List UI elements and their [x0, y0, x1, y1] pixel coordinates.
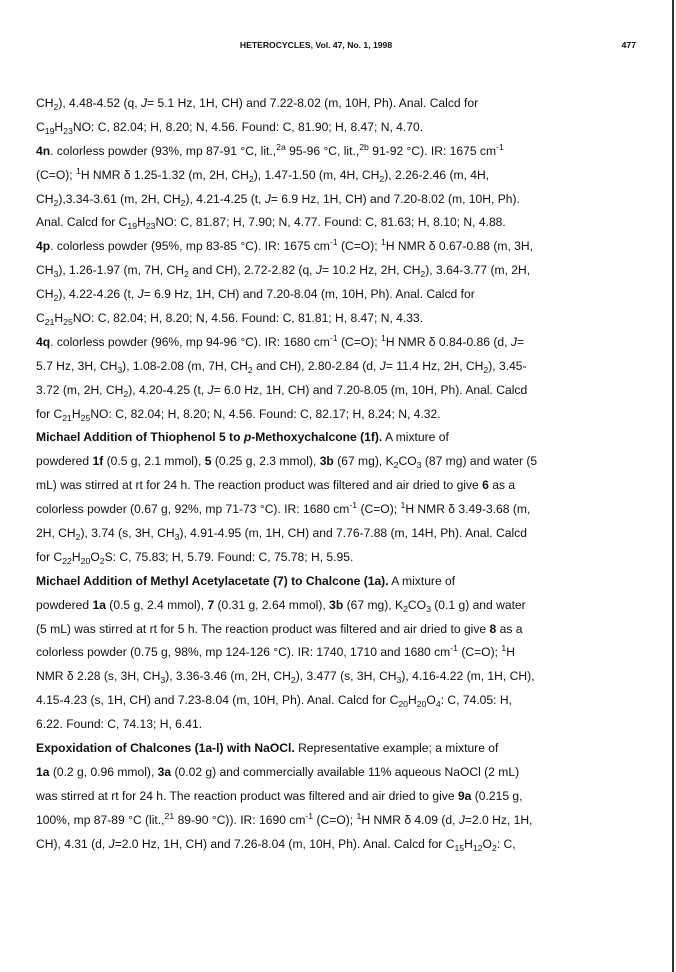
text-run: A mixture of [382, 430, 449, 445]
text-run-sup: 2a [276, 142, 286, 152]
text-line [36, 641, 642, 665]
text-line [36, 379, 642, 403]
text-run: (C=O); [313, 812, 357, 827]
text-run: CH), 4.31 (d, [36, 836, 109, 851]
text-run-sub: 22 [62, 555, 72, 566]
text-run: (0.5 g, 2.1 mmol), [103, 454, 205, 469]
text-run-i: J [379, 358, 386, 373]
text-run-sub: 2 [53, 293, 59, 304]
text-line [36, 761, 642, 785]
text-run-sub: 2 [53, 197, 59, 208]
text-run-i: J [108, 836, 115, 851]
text-run-sup: -1 [329, 333, 338, 344]
text-run: H NMR δ 0.84-0.86 (d, [385, 334, 511, 349]
text-run: ), 3.477 (s, 3H, CH [295, 669, 397, 684]
text-run: ), 2.26-2.46 (m, 4H, [384, 167, 490, 182]
text-run-b: 4n [36, 143, 51, 158]
text-run-sub: 3 [53, 269, 59, 280]
text-run: ),3.34-3.61 (m, 2H, CH [58, 191, 181, 206]
text-line [36, 498, 642, 522]
text-run-b: 4p [36, 239, 51, 254]
text-run: was stirred at rt for 24 h. The reaction product was filtered and air dried to give [36, 788, 458, 803]
text-run: ), 1.47-1.50 (m, 4H, CH [253, 167, 380, 182]
text-line [36, 92, 642, 116]
text-run: (67 mg), K [333, 454, 394, 469]
text-line [36, 307, 642, 331]
text-run: = [516, 334, 524, 349]
text-run: C [36, 119, 45, 134]
text-run: (C=O); [337, 334, 381, 349]
text-run-b: 3b [329, 597, 344, 612]
text-line [36, 331, 642, 355]
text-run-sub: 3 [160, 675, 166, 686]
text-run: 6.22. Found: C, 74.13; H, 6.41. [36, 717, 203, 732]
text-run-sub: 2 [248, 173, 254, 184]
text-run: (0.5 g, 2.4 mmol), [105, 597, 208, 612]
text-run-i: J [264, 191, 271, 206]
text-run: 3.72 (m, 2H, CH [36, 382, 124, 397]
text-run-sub: 2 [184, 269, 189, 280]
text-run: H NMR δ 1.25-1.32 (m, 2H, CH [80, 167, 249, 182]
text-run: A mixture of [388, 573, 456, 588]
text-run: H [408, 693, 417, 708]
text-line [36, 594, 642, 618]
text-run: (0.31 g, 2.64 mmol), [214, 597, 330, 612]
text-run: ), 4.21-4.25 (t, [185, 191, 265, 206]
text-run: (C=O); [36, 167, 76, 182]
text-run: H [137, 215, 146, 230]
text-run: as a [488, 478, 516, 493]
text-run-i: J [141, 96, 148, 110]
text-run: H NMR δ 3.49-3.68 (m, [405, 502, 531, 517]
text-run: (0.2 g, 0.96 mmol), [49, 764, 158, 779]
text-line [36, 665, 642, 689]
text-run: powdered [36, 597, 93, 612]
text-run: 5.7 Hz, 3H, CH [36, 358, 118, 373]
text-run-sub: 3 [426, 603, 431, 614]
page-border [672, 0, 674, 972]
text-run: =2.0 Hz, 1H, CH) and 7.26-8.04 (m, 10H, Ph). Anal. Calcd for C [114, 836, 455, 851]
text-line [36, 211, 642, 235]
text-run-sup: 1 [380, 237, 386, 248]
text-run: NO: C, 82.04; H, 8.20; N, 4.56. Found: C, 81.81; H, 8.47; N, 4.33. [72, 311, 424, 326]
text-line [36, 785, 642, 809]
text-run-sub: 3 [416, 460, 422, 471]
text-run: 2H, CH [36, 526, 76, 541]
text-run: (0.215 g, [471, 788, 523, 803]
text-run-i: J [510, 334, 517, 349]
text-run: (0.25 g, 2.3 mmol), [211, 454, 320, 469]
text-run-sub: 2 [290, 675, 296, 686]
text-line [36, 164, 642, 188]
text-run: (C=O); [357, 502, 401, 517]
text-run: colorless powder (0.75 g, 98%, mp 124-126 °C). IR: 1740, 1710 and 1680 cm [36, 645, 451, 660]
text-run: H NMR δ 4.09 (d, [361, 812, 459, 827]
text-run-sub: 2 [75, 532, 81, 543]
text-run-sup: 1 [380, 333, 386, 344]
text-line [36, 116, 642, 140]
text-run-b: 8 [489, 621, 497, 636]
text-run: Representative example; a mixture of [294, 741, 499, 756]
text-run: O [482, 836, 492, 851]
text-line [36, 618, 642, 642]
text-line [36, 713, 642, 737]
text-run: = 6.9 Hz, 1H, CH) and 7.20-8.02 (m, 10H, Ph). [270, 191, 520, 206]
text-run: 100%, mp 87-89 °C (lit., [36, 812, 165, 827]
text-run-b: 1a [36, 764, 50, 779]
text-run-sub: 2 [247, 364, 253, 375]
text-run-b: 7 [207, 597, 215, 612]
text-run: H [71, 406, 81, 421]
text-run-sub: 21 [44, 317, 55, 328]
text-run: H [71, 549, 81, 564]
text-run: . colorless powder (93%, mp 87-91 °C, lit., [50, 143, 277, 158]
text-run: 91-92 °C). IR: 1675 cm [368, 143, 497, 158]
text-line [36, 426, 642, 450]
page-number: 477 [621, 40, 636, 50]
text-run-sup: 2b [359, 142, 369, 152]
text-line [36, 235, 642, 259]
text-run: S: C, 75.83; H, 5.79. Found: C, 75.78; H, 5.95. [104, 549, 354, 564]
text-line [36, 737, 642, 761]
text-run: ), 1.08-2.08 (m, 7H, CH [122, 358, 248, 373]
text-run: : C, [496, 836, 516, 851]
text-run: H NMR δ 0.67-0.88 (m, 3H, [385, 239, 534, 254]
text-run-sub: 20 [80, 555, 91, 566]
text-run: CH [36, 96, 54, 110]
text-run-sub: 21 [62, 412, 72, 423]
text-run: H [54, 311, 64, 326]
text-run: (5 mL) was stirred at rt for 5 h. The reaction product was filtered and air dried to give [36, 621, 490, 636]
text-run: = 11.4 Hz, 2H, CH [385, 358, 484, 373]
text-run: ), 4.91-4.95 (m, 1H, CH) and 7.76-7.88 (m, 14H, Ph). Anal. Calcd [179, 526, 527, 541]
text-run: for C [36, 406, 63, 421]
text-run-sub: 2 [379, 173, 385, 184]
text-run: CO [398, 454, 417, 469]
running-header [36, 40, 636, 56]
journal-citation: HETEROCYCLES, Vol. 47, No. 1, 1998 [239, 40, 393, 50]
text-run-sup: 1 [400, 500, 406, 511]
text-run: powdered [36, 454, 93, 469]
text-run-sup: -1 [450, 643, 458, 654]
text-run: (C=O); [337, 239, 381, 254]
text-run: ), 3.64-3.77 (m, 2H, [425, 263, 531, 278]
text-run: CH [36, 287, 54, 302]
text-line [36, 355, 642, 379]
text-run: ), 3.36-3.46 (m, 2H, CH [165, 669, 291, 684]
text-run-sub: 23 [145, 221, 156, 232]
text-run-i: J [137, 287, 144, 302]
text-run-bold-italic: p [243, 430, 252, 445]
text-run-sub: 20 [398, 699, 408, 710]
text-run-b: 1a [92, 597, 106, 612]
text-run-sub: 2 [53, 102, 59, 113]
text-run-sub: 4 [435, 699, 441, 710]
text-run-sup: -1 [496, 142, 504, 152]
text-run-sub: 19 [127, 221, 138, 232]
text-run: Anal. Calcd for C [36, 215, 128, 230]
text-run: CO [407, 597, 427, 612]
text-run-b: 4q [36, 334, 51, 349]
text-run: (C=O); [458, 645, 502, 660]
text-run: = 6.9 Hz, 1H, CH) and 7.20-8.04 (m, 10H, Ph). Anal. Calcd for [143, 287, 475, 302]
text-run-sub: 2 [491, 842, 497, 853]
text-run: NO: C, 81.87; H, 7.90; N, 4.77. Found: C, 81.63; H, 8.10; N, 4.88. [155, 215, 506, 230]
text-run-b: 5 [204, 454, 212, 469]
text-run-sub: 2 [393, 460, 399, 471]
text-run-sub: 25 [63, 317, 73, 328]
text-run-sup: -1 [305, 810, 314, 821]
text-run-b: 3a [157, 764, 172, 779]
text-run-sub: 2 [123, 388, 129, 399]
text-run-b: Michael Addition of Methyl Acetylacetate (7) to Chalcone (1a). [36, 573, 389, 588]
text-run-sub: 2 [483, 364, 489, 375]
text-run-b: Expoxidation of Chalcones (1a-l) with NaOCl. [36, 741, 295, 756]
text-line [36, 403, 642, 427]
text-run-b: -Methoxychalcone (1f). [251, 430, 383, 445]
text-run-sub: 20 [416, 699, 427, 710]
text-run-i: J [458, 812, 465, 827]
text-run: ), 4.20-4.25 (t, [128, 382, 208, 397]
text-run-sub: 2 [180, 197, 186, 208]
text-run: colorless powder (0.67 g, 92%, mp 71-73 °C). IR: 1680 cm [36, 502, 350, 517]
text-run-i: J [315, 263, 322, 278]
text-run: = 5.1 Hz, 1H, CH) and 7.22-8.02 (m, 10H, Ph). Anal. Calcd for [147, 96, 479, 110]
text-run-sub: 2 [99, 555, 105, 566]
text-run: NO: C, 82.04; H, 8.20; N, 4.56. Found: C, 81.90; H, 8.47; N, 4.70. [72, 119, 424, 134]
text-run: H [54, 119, 64, 134]
text-run-sup: 1 [75, 165, 81, 176]
text-run: O [90, 549, 100, 564]
text-line [36, 689, 642, 713]
text-run: and CH), 2.72-2.82 (q, [188, 263, 316, 278]
text-run: ), 4.48-4.52 (q, [58, 96, 141, 110]
text-line [36, 283, 642, 307]
text-run: : C, 74.05: H, [440, 693, 512, 708]
text-run: . colorless powder (96%, mp 94-96 °C). IR: 1680 cm [50, 334, 330, 349]
text-run: for C [36, 549, 63, 564]
text-run: H [464, 836, 473, 851]
text-line [36, 833, 642, 857]
text-run-sub: 3 [174, 532, 180, 543]
text-run: C [36, 311, 45, 326]
text-run-b: 3b [319, 454, 334, 469]
text-run: = 6.0 Hz, 1H, CH) and 7.20-8.05 (m, 10H, Ph). Anal. Calcd [213, 382, 528, 397]
text-run: (87 mg) and water (5 [421, 454, 538, 469]
text-run: ), 4.22-4.26 (t, [58, 287, 138, 302]
text-run-sub: 2 [420, 269, 426, 280]
text-run: 95-96 °C, lit., [285, 143, 360, 158]
text-run-i: J [207, 382, 214, 397]
text-run: mL) was stirred at rt for 24 h. The reaction product was filtered and air dried to give [36, 478, 483, 493]
text-run: 4.15-4.23 (s, 1H, CH) and 7.23-8.04 (m, 10H, Ph). Anal. Calcd for C [36, 693, 399, 708]
text-run-sup: 1 [356, 810, 362, 821]
text-run: 89-90 °C)). IR: 1690 cm [174, 812, 306, 827]
text-line [36, 450, 642, 474]
text-run: and CH), 2.80-2.84 (d, [252, 358, 380, 373]
text-run: (0.1 g) and water [430, 597, 526, 612]
text-line [36, 259, 642, 283]
text-run: =2.0 Hz, 1H, [464, 812, 533, 827]
text-run-sub: 3 [117, 364, 123, 375]
text-run-b: 1f [92, 454, 104, 469]
text-line [36, 570, 642, 594]
text-run-sup: 21 [164, 810, 175, 821]
text-line [36, 140, 642, 164]
text-run-sub: 12 [472, 842, 483, 853]
text-run-sup: 1 [501, 643, 507, 654]
text-run-sub: 3 [396, 675, 402, 686]
text-run: as a [496, 621, 523, 636]
text-run-sub: 2 [403, 603, 408, 614]
text-run: CH [36, 263, 54, 278]
text-line [36, 522, 642, 546]
text-run: H [506, 645, 515, 660]
text-run: (0.02 g) and commercially available 11% aqueous NaOCl (2 mL) [171, 764, 520, 779]
text-line [36, 188, 642, 212]
text-run-sub: 19 [44, 125, 55, 136]
text-run-b: Michael Addition of Thiophenol 5 to [36, 430, 244, 445]
text-run: NMR δ 2.28 (s, 3H, CH [36, 669, 161, 684]
text-run-sub: 23 [63, 125, 73, 136]
text-run: NO: C, 82.04; H, 8.20; N, 4.56. Found: C, 82.17; H, 8.24; N, 4.32. [90, 406, 441, 421]
text-line [36, 809, 642, 833]
text-run-sup: -1 [329, 237, 338, 248]
text-run: = 10.2 Hz, 2H, CH [321, 263, 421, 278]
text-run: ), 4.16-4.22 (m, 1H, CH), [401, 669, 535, 684]
text-run: (67 mg), K [343, 597, 404, 612]
text-line [36, 474, 642, 498]
text-run: . colorless powder (95%, mp 83-85 °C). IR: 1675 cm [50, 239, 330, 254]
text-run-sub: 15 [454, 842, 465, 853]
text-run-sub: 25 [80, 412, 91, 423]
experimental-text [36, 92, 642, 857]
text-run: ), 3.74 (s, 3H, CH [80, 526, 175, 541]
text-run: ), 3.45- [488, 358, 527, 373]
text-run: ), 1.26-1.97 (m, 7H, CH [58, 263, 184, 278]
text-run-b: 9a [457, 788, 472, 803]
text-run-b: 6 [482, 478, 489, 493]
text-line [36, 546, 642, 570]
text-run: CH [36, 191, 54, 206]
text-run-sup: -1 [349, 500, 358, 511]
text-run: O [426, 693, 436, 708]
